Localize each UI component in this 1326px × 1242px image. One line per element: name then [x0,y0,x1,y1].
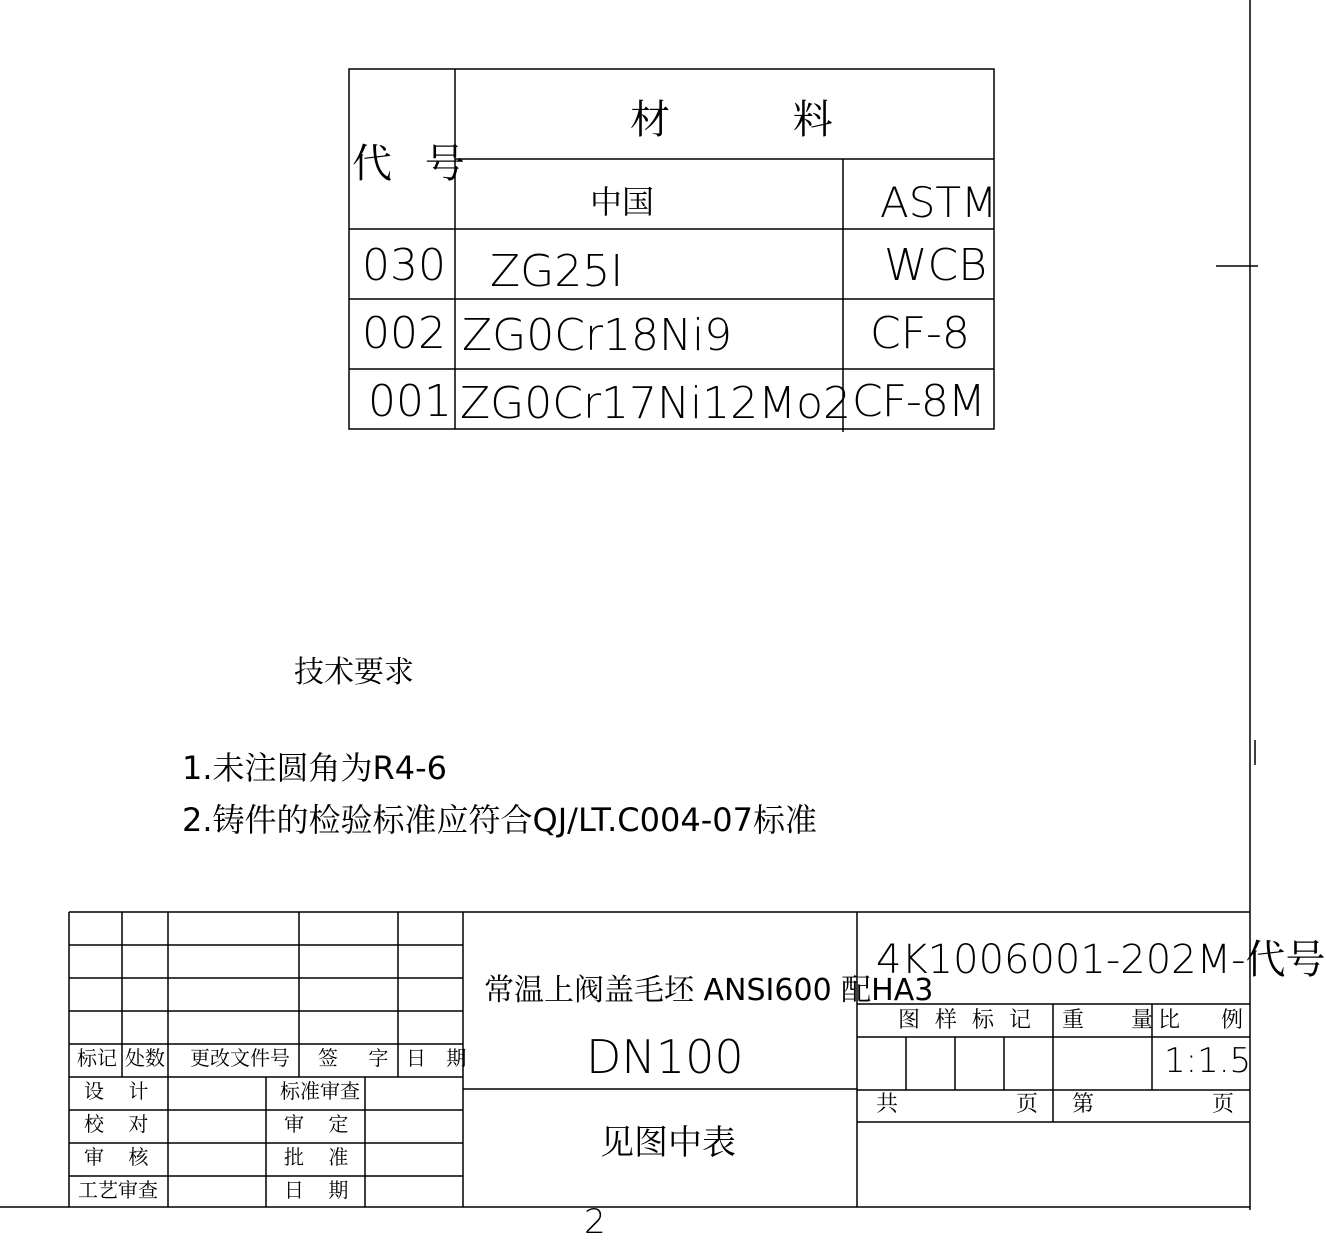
table-header-astm: ASTM [880,178,998,227]
table-header-code: 代 号 [352,141,475,187]
table-row-code: 030 [362,240,446,291]
mark-label: 图 样 标 记 [898,1008,1035,1033]
page-number: 2 [584,1202,606,1242]
sequence-label: 第 [1072,1092,1095,1117]
scale-value: 1:1.5 [1164,1041,1252,1081]
label-review: 审 核 [84,1145,149,1169]
table-row-astm: CF-8M [852,376,985,427]
rev-header-doc-no: 更改文件号 [190,1046,290,1070]
tech-req-item: 1.未注圆角为R4-6 [182,749,448,787]
rev-header-mark: 标记 [77,1046,117,1070]
label-design: 设 计 [84,1079,149,1103]
drawing-number: 4K1006001-202M-代号 [876,937,1326,983]
label-std-check: 标准审查 [280,1079,360,1103]
table-header-material: 材 料 [630,97,833,143]
label-approve-review: 审 定 [284,1112,349,1136]
part-name: 常温上阀盖毛坯 ANSI600 配HA3 [484,973,934,1008]
rev-header-date: 日 期 [406,1046,467,1070]
page-label: 页 [1212,1092,1235,1117]
material-note: 见图中表 [600,1123,736,1163]
page-label: 页 [1016,1092,1039,1117]
table-row-astm: CF-8 [870,308,970,359]
part-size: DN100 [586,1030,744,1084]
rev-header-sign: 签 字 [318,1046,389,1070]
table-row-china: ZG25I [490,246,624,297]
total-pages-label: 共 [876,1092,899,1117]
label-approve: 批 准 [284,1145,349,1169]
rev-header-count: 处数 [125,1046,165,1070]
table-row-astm: WCB [884,240,988,291]
table-row-china: ZG0Cr17Ni12Mo2 [460,378,852,429]
scale-label: 比 例 [1158,1008,1243,1033]
label-check: 校 对 [84,1112,149,1136]
weight-label: 重 量 [1062,1008,1153,1033]
table-row-code: 001 [368,376,452,427]
table-row-code: 002 [362,308,446,359]
table-header-china: 中国 [590,183,655,221]
label-process-check: 工艺审查 [78,1178,158,1202]
tech-req-item: 2.铸件的检验标准应符合QJ/LT.C004-07标准 [182,801,817,839]
label-date: 日 期 [284,1178,349,1202]
tech-req-title: 技术要求 [294,655,414,690]
table-row-china: ZG0Cr18Ni9 [462,310,733,361]
